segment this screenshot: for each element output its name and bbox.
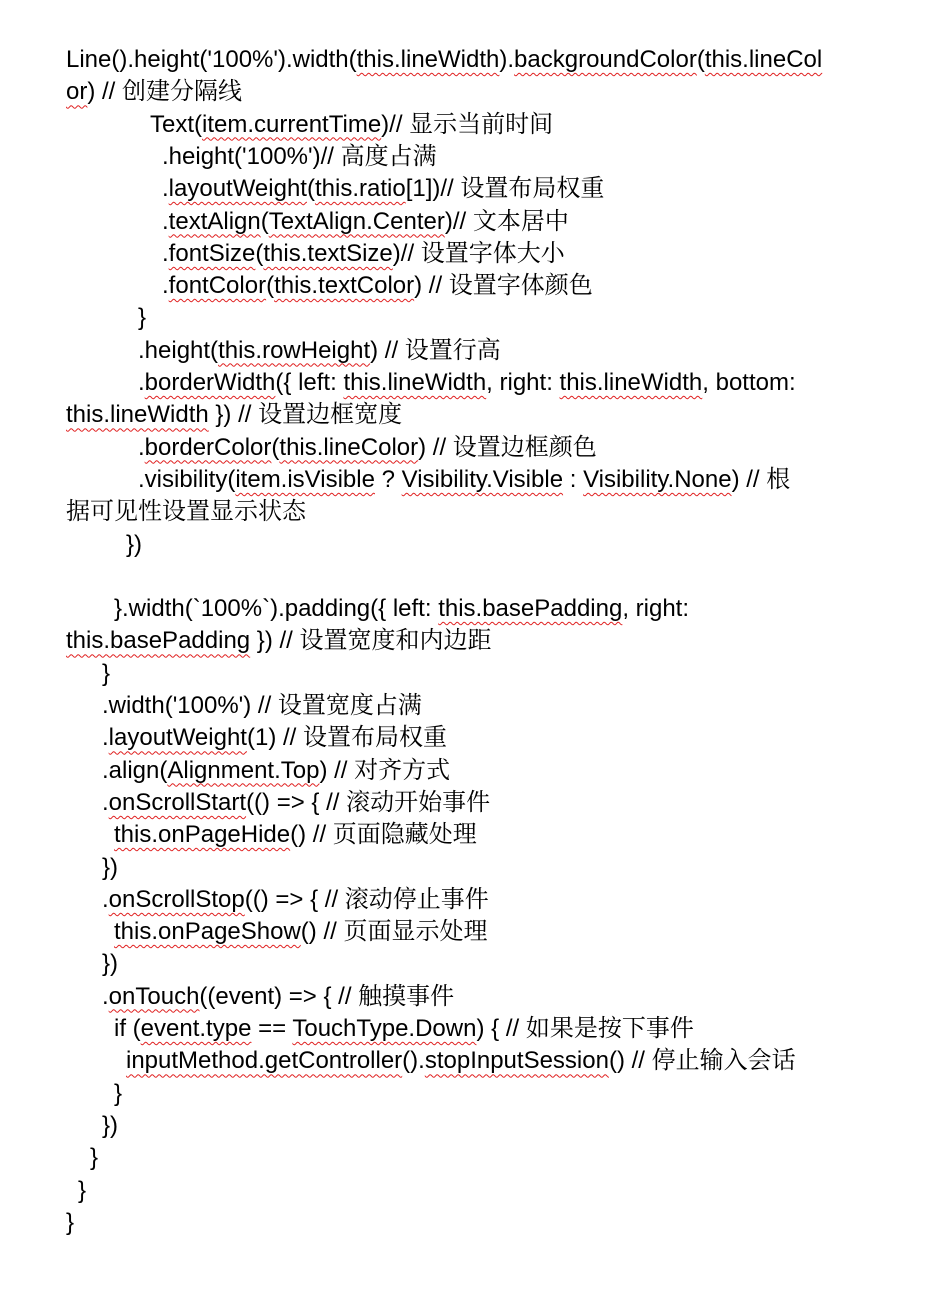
spellcheck-flagged-text: fontSize (168, 239, 256, 267)
code-text: ) // 创建分隔线 (87, 78, 243, 106)
code-text: 据可见性设置显示状态 (66, 498, 306, 526)
code-line (0, 1078, 948, 1110)
code-line (0, 561, 948, 593)
spellcheck-flagged-text: this.onPageHide (114, 821, 291, 849)
code-text: ( (266, 272, 275, 300)
code-text: ( (260, 207, 269, 235)
code-text: , bottom: (702, 369, 796, 396)
code-line (0, 755, 948, 787)
code-line (0, 173, 948, 205)
spellcheck-flagged-text: this.textColor (274, 272, 415, 300)
code-text: [1])// 设置布局权重 (405, 175, 605, 203)
code-text: } (102, 659, 111, 687)
spellcheck-flagged-text: borderWidth (144, 369, 276, 396)
code-text: ) // 设置边框颜色 (418, 433, 597, 461)
spellcheck-flagged-text: this.basePadding (438, 595, 623, 623)
code-text: } (90, 1144, 99, 1172)
code-text: ( (271, 433, 280, 461)
code-line (0, 206, 948, 238)
code-text: : (563, 465, 584, 493)
code-line (0, 464, 948, 496)
code-text: ( (696, 46, 705, 73)
code-text: ) // 设置字体颜色 (414, 272, 593, 300)
code-text: .height('100%')// 高度占满 (162, 142, 437, 170)
code-line (0, 884, 948, 916)
spellcheck-flagged-text: this.lineCol (704, 46, 823, 73)
spellcheck-flagged-text: borderColor (144, 433, 272, 461)
code-line (0, 335, 948, 367)
code-text: }) // 设置边框宽度 (208, 401, 403, 429)
spellcheck-flagged-text: item.currentTime (202, 110, 382, 138)
code-line (0, 819, 948, 851)
spellcheck-flagged-text: this.lineColor (279, 433, 419, 461)
code-text: () // 页面隐藏处理 (290, 821, 477, 849)
spellcheck-flagged-text: this.onPageShow (114, 918, 301, 946)
code-text: if ( (114, 1015, 141, 1042)
code-text: (1) // 设置布局权重 (246, 724, 447, 752)
code-text: . (162, 207, 169, 235)
spellcheck-flagged-text: Visibility.None (583, 465, 732, 493)
spellcheck-flagged-text: this.lineWidth (559, 369, 703, 396)
spellcheck-flagged-text: this.textSize (263, 239, 393, 267)
code-line (0, 658, 948, 690)
code-text: }.width(`100%`).padding({ left: (114, 595, 439, 623)
code-line (0, 496, 948, 528)
code-line (0, 76, 948, 108)
code-line (0, 625, 948, 657)
code-text: . (162, 239, 169, 267)
spellcheck-flagged-text: textAlign (168, 207, 261, 235)
code-line (0, 1013, 948, 1045)
code-line (0, 270, 948, 302)
spellcheck-flagged-text: this.ratio (314, 175, 406, 203)
spellcheck-flagged-text: or (66, 78, 88, 106)
code-text: ? (374, 465, 402, 493)
code-text: .width('100%') // 设置宽度占满 (102, 692, 422, 719)
code-text: }) // 设置宽度和内边距 (250, 627, 492, 655)
code-text: } (66, 1208, 75, 1236)
code-text: , right: (486, 369, 560, 396)
spellcheck-flagged-text: onScrollStart (108, 788, 247, 816)
code-line (0, 432, 948, 464)
code-text: ( (255, 239, 264, 267)
spellcheck-flagged-text: this.basePadding (66, 627, 251, 655)
spellcheck-flagged-text: TouchType.Down (292, 1015, 477, 1042)
code-line (0, 367, 948, 399)
code-line (0, 141, 948, 173)
code-text: () // 页面显示处理 (300, 918, 488, 946)
code-line (0, 948, 948, 980)
code-text: .height( (138, 336, 219, 364)
code-text: . (162, 272, 169, 300)
code-text: . (162, 175, 169, 203)
code-line (0, 916, 948, 948)
code-text: . (138, 369, 145, 396)
spellcheck-flagged-text: layoutWeight (108, 724, 247, 752)
code-text: } (138, 304, 147, 332)
code-text: (() => { // 滚动停止事件 (244, 885, 489, 913)
code-line (0, 852, 948, 884)
code-text: )// 文本居中 (444, 207, 569, 235)
code-text: ({ left: (275, 369, 344, 396)
code-line (0, 1110, 948, 1142)
code-text: ) // 设置行高 (370, 336, 501, 364)
code-line (0, 981, 948, 1013)
spellcheck-flagged-text: this.lineWidth (356, 46, 500, 73)
spellcheck-flagged-text: onTouch (108, 982, 200, 1010)
code-line (0, 302, 948, 334)
code-text: } (78, 1176, 87, 1204)
code-line (0, 44, 948, 76)
code-text: . (138, 433, 145, 461)
code-text: ( (306, 175, 315, 203)
spellcheck-flagged-text: backgroundColor (514, 46, 697, 73)
code-line (0, 109, 948, 141)
code-text: .visibility( (138, 465, 236, 493)
code-line (0, 399, 948, 431)
code-line (0, 1175, 948, 1207)
code-line (0, 1207, 948, 1239)
spellcheck-flagged-text: inputMethod.getController (126, 1047, 403, 1075)
code-line (0, 787, 948, 819)
spellcheck-flagged-text: layoutWeight (168, 175, 307, 203)
code-text: Text( (150, 110, 203, 138)
code-line (0, 529, 948, 561)
code-text: ) { // 如果是按下事件 (476, 1015, 694, 1042)
code-text: ) // 根 (731, 465, 791, 493)
spellcheck-flagged-text: Alignment.Top (167, 756, 320, 784)
code-text: )// 显示当前时间 (381, 110, 554, 138)
spellcheck-flagged-text: item.isVisible (235, 465, 375, 493)
spellcheck-flagged-text: onScrollStop (108, 885, 245, 913)
code-text: }) (126, 530, 143, 558)
code-text: ((event) => { // 触摸事件 (199, 982, 455, 1010)
spellcheck-flagged-text: this.rowHeight (218, 336, 371, 364)
code-text: , right: (622, 595, 690, 623)
spellcheck-flagged-text: stopInputSession (424, 1047, 609, 1075)
code-text: } (114, 1079, 123, 1107)
code-text: }) (102, 1111, 119, 1139)
code-text: . (102, 885, 109, 913)
code-text: ). (499, 46, 515, 73)
code-text: Line().height('100%').width( (66, 46, 357, 73)
code-text: (). (402, 1047, 425, 1075)
spellcheck-flagged-text: Visibility.Visible (401, 465, 564, 493)
spellcheck-flagged-text: fontColor (168, 272, 267, 300)
code-line (0, 1045, 948, 1077)
spellcheck-flagged-text: this.lineWidth (343, 369, 487, 396)
code-text: () // 停止输入会话 (608, 1047, 796, 1075)
code-text: }) (102, 853, 119, 881)
code-text: . (102, 788, 109, 816)
code-line (0, 593, 948, 625)
code-line (0, 1142, 948, 1174)
code-text: (() => { // 滚动开始事件 (246, 788, 491, 816)
spellcheck-flagged-text: TextAlign.Center (268, 207, 445, 235)
code-text: . (102, 724, 109, 752)
spellcheck-flagged-text: event.type (140, 1015, 252, 1042)
code-text: ) // 对齐方式 (319, 756, 451, 784)
code-text: )// 设置字体大小 (392, 239, 565, 267)
code-line (0, 238, 948, 270)
code-line (0, 690, 948, 722)
code-text: .align( (102, 756, 168, 784)
code-text: }) (102, 950, 119, 978)
code-text: . (102, 982, 109, 1010)
code-text: == (251, 1015, 293, 1042)
code-line (0, 722, 948, 754)
spellcheck-flagged-text: this.lineWidth (66, 401, 209, 429)
